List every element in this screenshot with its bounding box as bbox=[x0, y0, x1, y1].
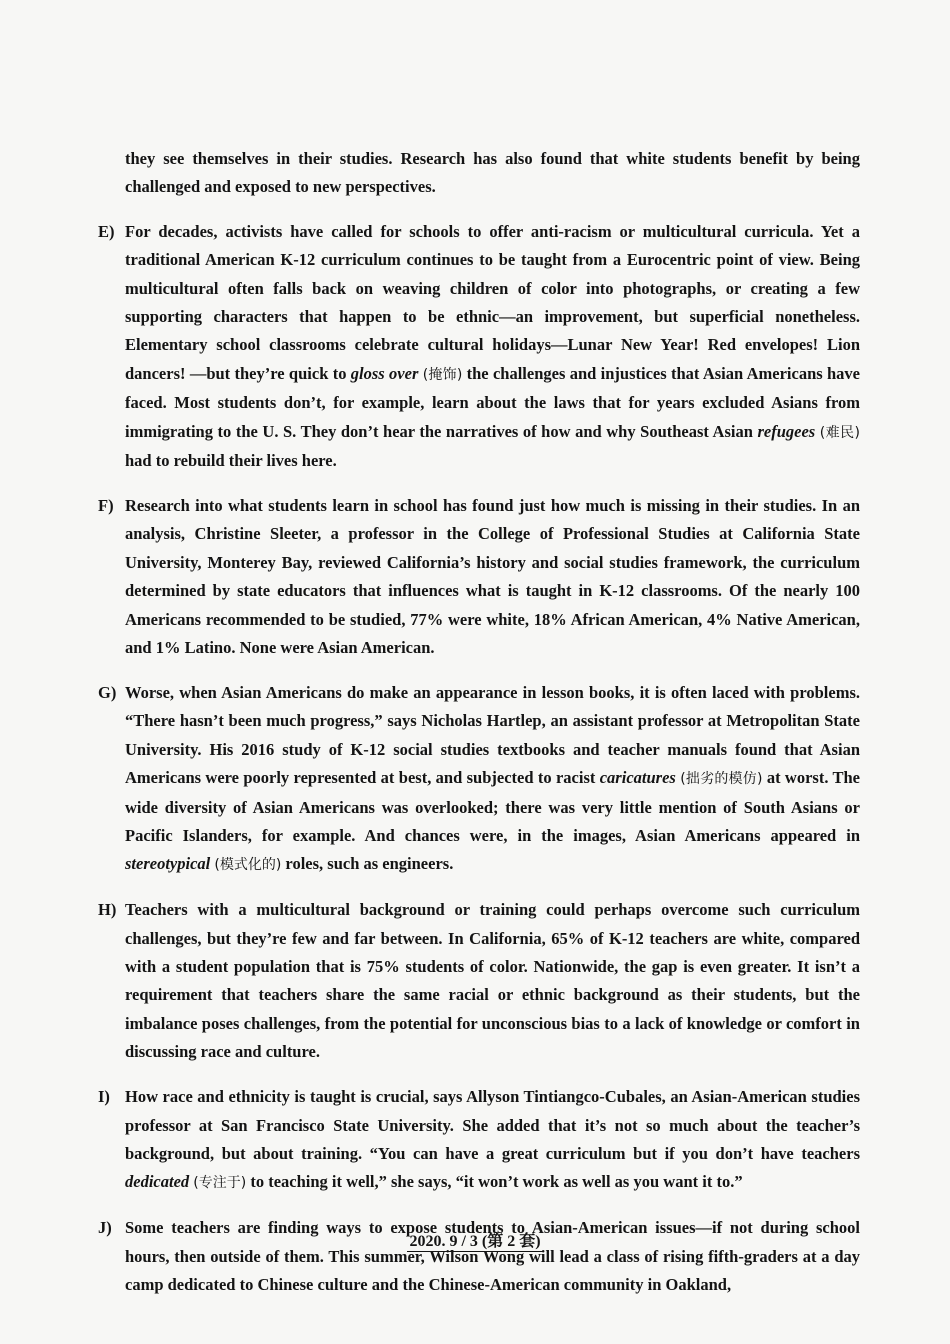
paragraph-letter: E) bbox=[98, 221, 115, 241]
paragraph-letter: F) bbox=[98, 495, 114, 515]
glossed-word: caricatures bbox=[599, 768, 676, 788]
paragraph-e bbox=[96, 218, 860, 476]
paragraph-text: Some teachers are finding ways to expose students to Asian-American issues—if not during school hours, then outside of them. This summer, Wilson Wong will lead a class of rising fifth-graders at a day camp dedicated to Chinese culture and the Chinese-American community in Oakland, bbox=[125, 1218, 860, 1295]
paragraph-g bbox=[96, 679, 860, 880]
gloss-translation: (拙劣的模仿) bbox=[680, 771, 763, 788]
glossed-word: stereotypical bbox=[125, 854, 211, 874]
paragraph-text: had to rebuild their lives here. bbox=[125, 451, 337, 471]
paragraph-text: Teachers with a multicultural background or training could perhaps overcome such curriculum challenges, but they’re few and far between. In California, 65% of K-12 teachers are white, compared with a student population that is 75% students of color. Nationwide, the gap is even greater. It isn’t a requirement that teachers share the same racial or ethnic background as their students, but the imbalance poses challenges, from the potential for unconscious bias to a lack of knowledge or comfort in discussing race and culture. bbox=[125, 900, 860, 1062]
paragraph-letter: G) bbox=[98, 682, 117, 702]
gloss-translation: (难民) bbox=[819, 424, 860, 441]
paragraph-text: Worse, when Asian Americans do make an appearance in lesson books, it is often laced with problems. “There hasn’t been much progress,” says Nicholas Hartlep, an assistant professor at Metropolitan State University. His 2016 study of K-12 social studies textbooks and teacher manuals found that Asian Americans were poorly represented at best, and subjected to racist bbox=[125, 682, 860, 788]
paragraph-text: the challenges and injustices that Asian Americans have faced. Most students don’t, for example, learn about the laws that for years excluded Asians from immigrating to the U. S. They don’t hear the narratives of how and why Southeast Asian bbox=[125, 363, 861, 441]
paragraph-i bbox=[96, 1083, 860, 1198]
paragraph-h bbox=[96, 896, 860, 1066]
paragraph-text: How race and ethnicity is taught is crucial, says Allyson Tintiangco-Cubales, an Asian-American studies professor at San Francisco State University. She added that it’s not so much about the teacher’s background, but about training. “You can have a great curriculum but if you don’t have teachers bbox=[125, 1087, 860, 1163]
intro-continuation: they see themselves in their studies. Research has also found that white students benefit by being challenged and exposed to new perspectives. bbox=[125, 148, 860, 196]
paragraph-text: to teaching it well,” she says, “it won’t work as well as you want it to.” bbox=[246, 1172, 743, 1192]
glossed-word: refugees bbox=[757, 421, 816, 441]
gloss-translation: (专注于) bbox=[193, 1175, 247, 1192]
gloss-translation: (模式化的) bbox=[214, 857, 282, 874]
glossed-word: gloss over bbox=[350, 363, 419, 383]
paragraph-letter: H) bbox=[98, 900, 117, 920]
gloss-translation: (掩饰) bbox=[422, 366, 463, 383]
paragraph-letter: I) bbox=[98, 1087, 110, 1107]
paragraph-text: at worst. The wide diversity of Asian Americans was overlooked; there was very little mention of South Asians or Pacific Islanders, for example. And chances were, in the images, Asian Americans appeared in bbox=[125, 768, 861, 845]
paragraph-text: roles, such as engineers. bbox=[281, 854, 454, 874]
paragraph-text: For decades, activists have called for schools to offer anti-racism or multicultural curricula. Yet a traditional American K-12 curriculum continues to be taught from a Eurocentric point of view. Being multicultural often falls back on weaving children of color into photographs, or creating a few supporting characters that happen to be ethnic—an improvement, but superficial nonetheless. Elementary school classrooms celebrate cultural holidays—Lunar New Year! Red envelopes! Lion dancers! —but they’re quick to bbox=[125, 221, 860, 383]
glossed-word: dedicated bbox=[125, 1172, 190, 1192]
paragraph-text: Research into what students learn in school has found just how much is missing in their studies. In an analysis, Christine Sleeter, a professor in the College of Professional Studies at California State University, Monterey Bay, reviewed California’s history and social studies framework, the curriculum determined by state educators that influences what is taught in K-12 classrooms. Of the nearly 100 Americans recommended to be studied, 77% were white, 18% African American, 4% Native American, and 1% Latino. None were Asian American. bbox=[125, 495, 860, 657]
footer-page-number: 2020. 9 / 3 (第 2 套) bbox=[409, 1233, 541, 1250]
page-footer bbox=[0, 1228, 950, 1251]
paragraph-letter: J) bbox=[98, 1218, 112, 1238]
paragraph-f bbox=[96, 492, 860, 662]
